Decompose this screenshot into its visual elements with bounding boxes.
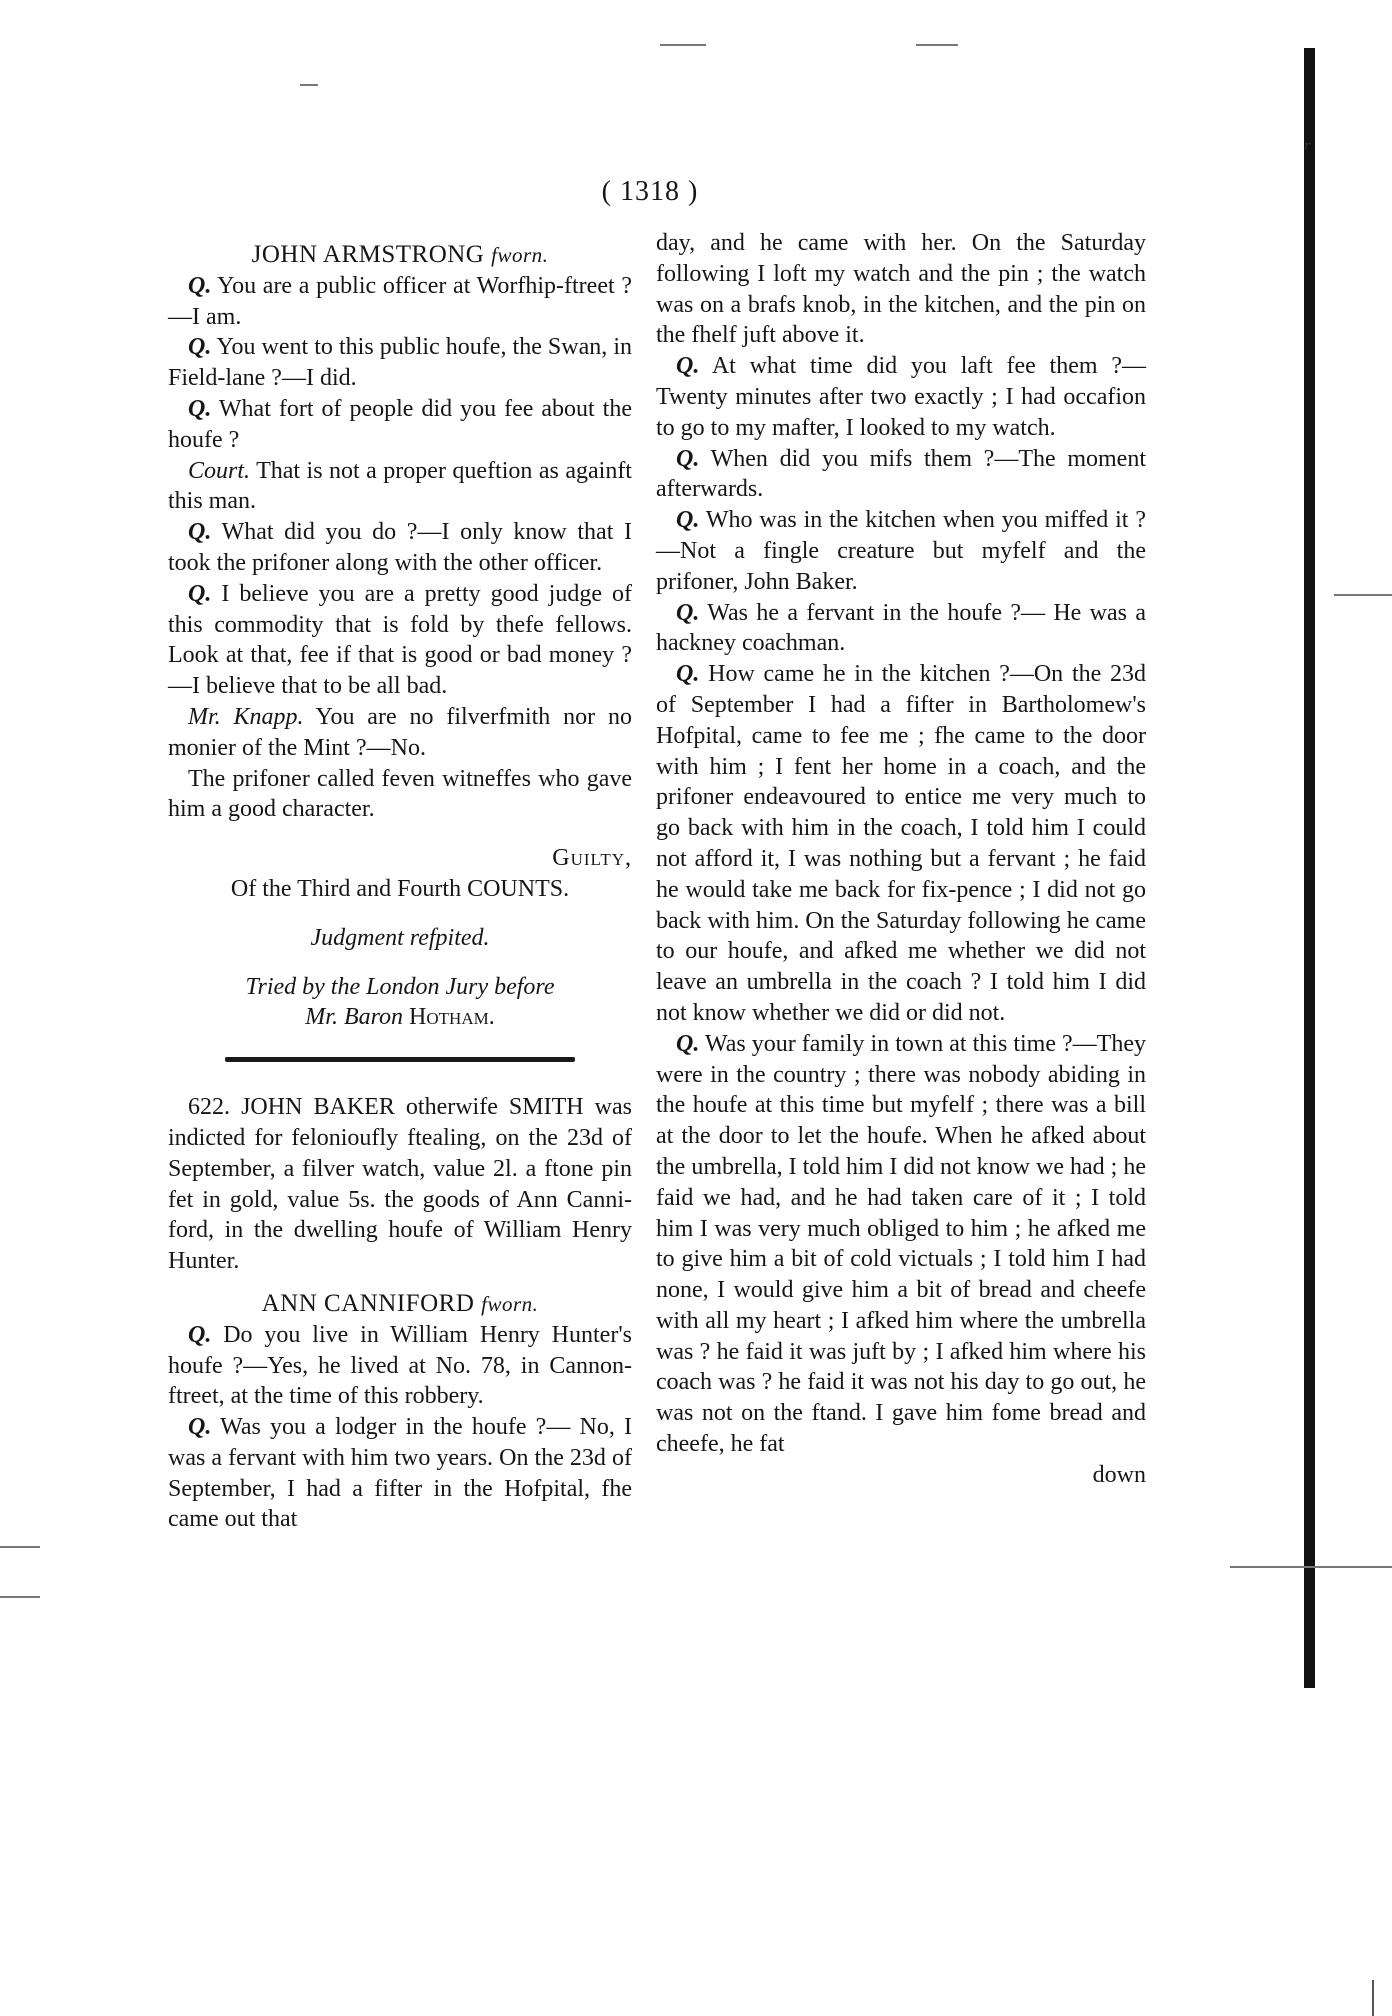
question-marker: Q. <box>188 519 212 546</box>
question-paragraph <box>168 271 632 333</box>
judge-name: Hotham. <box>409 1004 495 1031</box>
question-paragraph <box>656 505 1146 597</box>
question-paragraph <box>168 1320 632 1412</box>
binding-shadow <box>1304 48 1315 1688</box>
catchword <box>656 1460 1146 1491</box>
verdict-counts <box>168 874 632 905</box>
text-paragraph <box>656 228 1146 351</box>
judge-line <box>168 1002 632 1033</box>
speaker-name: Court. <box>188 457 251 484</box>
speaker-name: Mr. Knapp. <box>188 703 304 730</box>
witness-name: ANN CANNIFORD <box>261 1289 475 1317</box>
question-text: Do you live in William Henry Hunter's houfe ?—Yes, he lived at No. 78, in Cannon-ftreet, at the time of this robbery. <box>168 1321 632 1410</box>
question-text: How came he in the kitchen ?—On the 23d of September I had a fifter in Bartholomew's Hofpital, came to fee me ; fhe came to the door with him ; I fent her home in a coach, and the prifoner endeavoured to entice me very much to go back with him in the coach, I told him I could not afford it, I was nothing but a fervant ; he faid he would take me back for fix-pence ; I did not go back with him. On the Saturday following he came to our houfe, and afked me whether we did not leave an umbrella in the coach ? I told him I did not know whether we did or did not. <box>656 661 1147 1026</box>
question-text: What fort of people did you fee about the houfe ? <box>168 395 632 453</box>
question-text: What did you do ?—I only know that I took the prifoner along with the other officer. <box>168 519 632 576</box>
witness-name: JOHN ARMSTRONG <box>251 241 485 268</box>
question-paragraph <box>656 444 1146 506</box>
witness-heading <box>168 240 632 271</box>
sentence-note-text: Tried by the London Jury before <box>245 973 555 1000</box>
case-number: 622. <box>188 1094 230 1121</box>
verdict-text: Guilty, <box>552 845 632 872</box>
sworn-label: fworn. <box>491 243 549 267</box>
page-number: ( 1318 ) <box>601 176 699 207</box>
paragraph-text: The prifoner called feven witneffes who gave him a good character. <box>168 765 632 823</box>
question-text: Who was in the kitchen when you miffed it ?—Not a fingle creature but myfelf and the prifoner, John Baker. <box>656 507 1146 595</box>
question-marker: Q. <box>188 272 212 299</box>
margin-mark: ʳ <box>1304 138 1312 163</box>
question-paragraph <box>168 579 632 702</box>
question-marker: Q. <box>676 507 700 534</box>
speaker-text: You are no filverfmith nor no monier of the Mint ?—No. <box>168 703 632 761</box>
question-paragraph <box>168 1412 632 1535</box>
page-edge <box>1372 1980 1374 2016</box>
text-paragraph <box>168 764 632 826</box>
question-paragraph <box>656 351 1146 443</box>
question-marker: Q. <box>188 1414 212 1441</box>
question-marker: Q. <box>188 580 212 607</box>
left-column <box>168 228 632 1535</box>
scan-mark <box>300 84 318 86</box>
question-text: Was your family in town at this time ?—They were in the country ; there was nobody abiding in the houfe at this time but myfelf ; there was a bill at the door to let the houfe. When he afked about the umbrella, I told him I did not know we had ; he faid we had, and he had taken care of it ; I told him I was very much obliged to him ; he afked me to give him a bit of cold victuals ; I told him I had none, I would give him a bit of bread and cheefe with all my heart ; I afked him where the umbrella was ? he faid it was juft by ; I afked him where his coach was ? he faid it was not his day to go out, he was not on the ftand. I gave him fome bread and cheefe, he fat <box>656 1030 1146 1458</box>
question-text: Was you a lodger in the houfe ?— No, I was a fervant with him two years. On the 23d of September, I had a fifter in the Hofpital, fhe came out that <box>168 1414 632 1533</box>
question-marker: Q. <box>676 661 700 688</box>
question-marker: Q. <box>188 334 212 361</box>
question-text: When did you mifs them ?—The moment afterwards. <box>656 445 1146 503</box>
question-text: You are a public officer at Worfhip-ftreet ?—I am. <box>168 272 632 330</box>
question-paragraph <box>656 659 1146 1029</box>
question-text: You went to this public houfe, the Swan, in Field-lane ?—I did. <box>168 334 632 392</box>
question-paragraph <box>168 394 632 456</box>
case-text: JOHN BAKER otherwife SMITH was indicted for felonioufly ftealing, on the 23d of September, a filver watch, value 2l. a ftone pin fet in gold, value 5s. the goods of Ann Canniford, in the dwelling houfe of William Henry Hunter. <box>168 1094 632 1275</box>
question-paragraph <box>168 332 632 394</box>
sentence-note <box>168 972 632 1003</box>
question-paragraph <box>656 598 1146 660</box>
right-column <box>656 228 1146 1491</box>
scan-mark <box>0 1596 40 1598</box>
scan-mark <box>660 44 706 46</box>
library-stamp <box>978 14 1114 36</box>
question-text: At what time did you laft fee them ?— Twenty minutes after two exactly ; I had occafion to go to my mafter, I looked to my watch. <box>656 353 1146 441</box>
catchword-text: down <box>1092 1461 1146 1488</box>
judge-title: Mr. Baron <box>305 1004 404 1031</box>
question-marker: Q. <box>188 395 212 422</box>
speaker-text: That is not a proper queftion as againft this man. <box>168 457 632 515</box>
section-rule <box>225 1057 575 1062</box>
question-marker: Q. <box>676 1030 700 1057</box>
verdict <box>168 843 632 874</box>
speaker-paragraph <box>168 702 632 764</box>
case-paragraph <box>168 1092 632 1277</box>
question-paragraph <box>168 517 632 579</box>
question-marker: Q. <box>676 353 700 380</box>
sentence-note <box>168 923 632 954</box>
sentence-note-text: Judgment refpited. <box>310 924 490 951</box>
witness-heading <box>168 1289 632 1320</box>
question-text: Was he a fervant in the houfe ?— He was a hackney coachman. <box>656 599 1146 657</box>
speaker-paragraph <box>168 456 632 518</box>
question-text: I believe you are a pretty good judge of this commodity that is fold by thefe fellows. Look at that, fee if that is good or bad money ?—I believe that to be all bad. <box>168 580 632 700</box>
sworn-label: fworn. <box>481 1291 539 1316</box>
verdict-counts-text: Of the Third and Fourth COUNTS. <box>230 875 570 902</box>
question-marker: Q. <box>676 445 700 472</box>
scan-mark <box>916 44 958 46</box>
paragraph-text: day, and he came with her. On the Saturday following I loft my watch and the pin ; the watch was on a brafs knob, in the kitchen, and the pin on the fhelf juft above it. <box>656 230 1146 349</box>
question-marker: Q. <box>676 599 700 626</box>
scan-mark <box>0 1546 40 1548</box>
question-paragraph <box>656 1029 1146 1460</box>
scan-mark <box>1230 1566 1392 1568</box>
scan-mark <box>1334 594 1392 596</box>
question-marker: Q. <box>188 1321 212 1348</box>
